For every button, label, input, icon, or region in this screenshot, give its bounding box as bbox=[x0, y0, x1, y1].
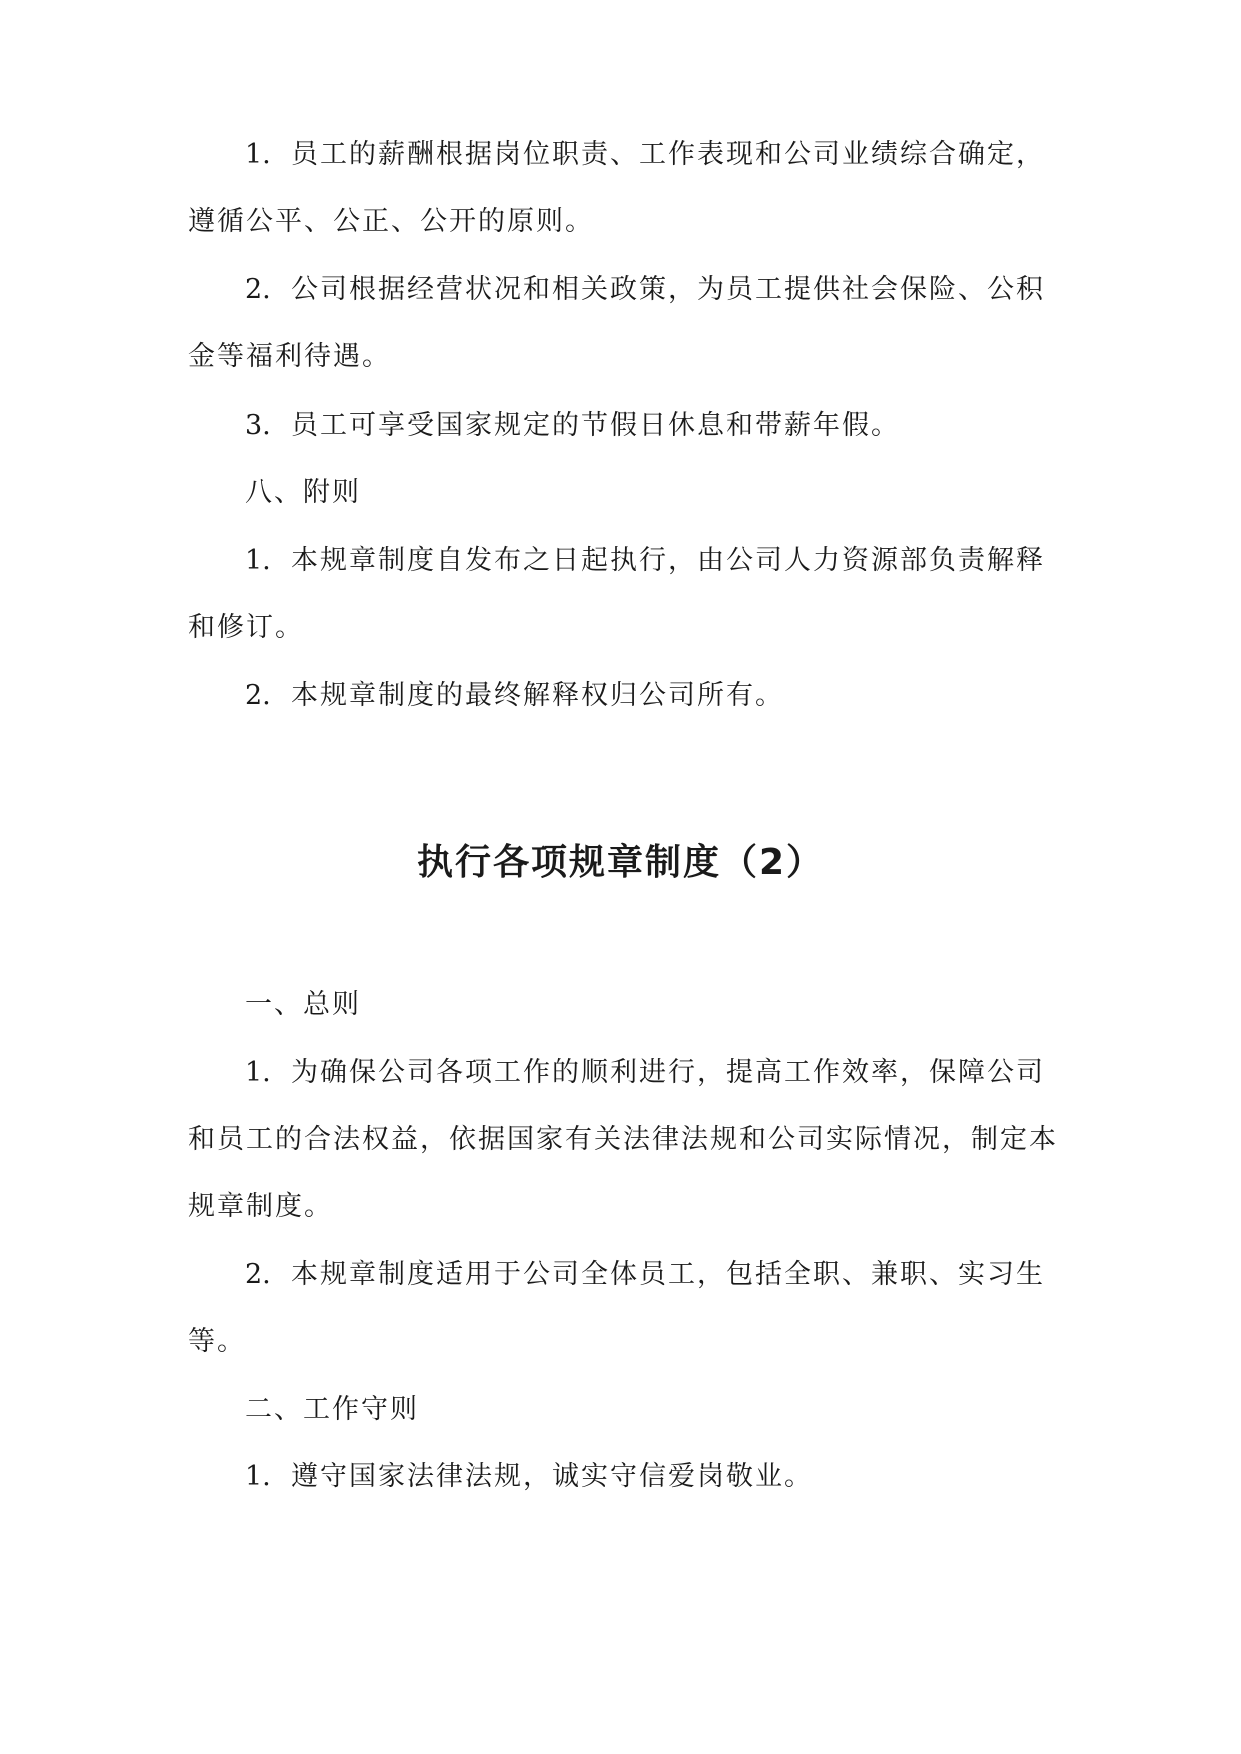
clause-text: 员工可享受国家规定的节假日休息和带薪年假。 bbox=[291, 410, 900, 441]
clause-number: 2. bbox=[245, 1259, 271, 1290]
clause-number: 1. bbox=[245, 139, 271, 170]
clause-number: 2. bbox=[245, 274, 271, 305]
clause-text: 本规章制度适用于公司全体员工，包括全职、兼职、实习生 bbox=[291, 1259, 1045, 1290]
clause-text: 遵守国家法律法规，诚实守信爱岗敬业。 bbox=[291, 1461, 813, 1492]
clause-continuation: 和员工的合法权益，依据国家有关法律法规和公司实际情况，制定本 bbox=[188, 1124, 1058, 1155]
section-heading-general: 一、总则 bbox=[245, 989, 361, 1020]
clause-line bbox=[245, 135, 1045, 175]
clause-line bbox=[245, 406, 900, 446]
clause-continuation: 和修订。 bbox=[188, 612, 304, 643]
clause-number: 1. bbox=[245, 1057, 271, 1088]
clause-text: 公司根据经营状况和相关政策，为员工提供社会保险、公积 bbox=[291, 274, 1045, 305]
clause-number: 1. bbox=[245, 1461, 271, 1492]
clause-continuation: 规章制度。 bbox=[188, 1191, 333, 1222]
clause-continuation: 遵循公平、公正、公开的原则。 bbox=[188, 206, 594, 237]
clause-number: 3. bbox=[245, 410, 271, 441]
clause-continuation: 等。 bbox=[188, 1326, 246, 1357]
clause-text: 员工的薪酬根据岗位职责、工作表现和公司业绩综合确定， bbox=[291, 139, 1045, 170]
clause-line bbox=[245, 1457, 813, 1497]
clause-line bbox=[245, 270, 1045, 310]
document-title: 执行各项规章制度（2） bbox=[416, 842, 825, 883]
section-heading-work-rules: 二、工作守则 bbox=[245, 1394, 419, 1425]
clause-line bbox=[245, 1255, 1045, 1295]
clause-line bbox=[245, 1053, 1045, 1093]
clause-line bbox=[245, 676, 784, 716]
section-heading-appendix: 八、附则 bbox=[245, 477, 361, 508]
clause-text: 本规章制度自发布之日起执行，由公司人力资源部负责解释 bbox=[291, 545, 1045, 576]
clause-number: 1. bbox=[245, 545, 271, 576]
clause-number: 2. bbox=[245, 680, 271, 711]
clause-line bbox=[245, 541, 1045, 581]
clause-text: 本规章制度的最终解释权归公司所有。 bbox=[291, 680, 784, 711]
clause-text: 为确保公司各项工作的顺利进行，提高工作效率，保障公司 bbox=[291, 1057, 1045, 1088]
clause-continuation: 金等福利待遇。 bbox=[188, 341, 391, 372]
